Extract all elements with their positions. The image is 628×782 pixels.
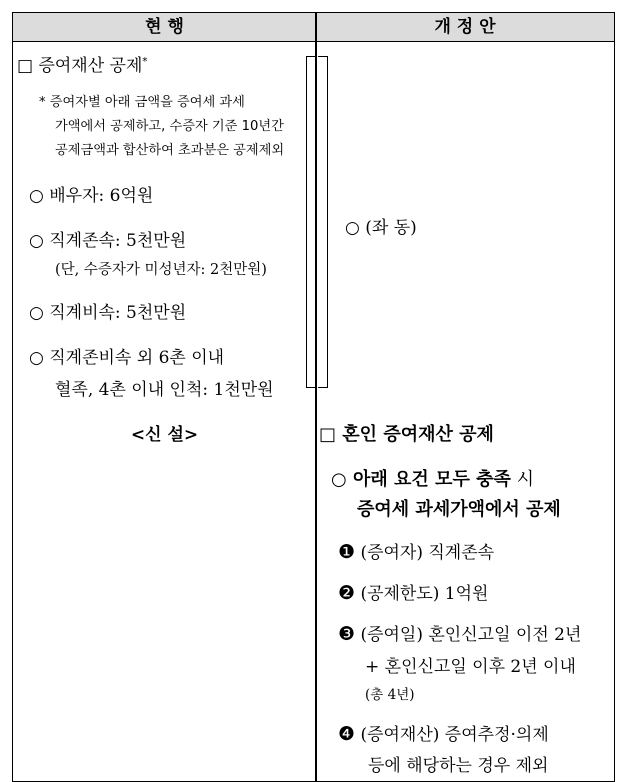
comparison-table — [12, 12, 615, 782]
condition-3: ❸ (증여일) 혼인신고일 이전 2년 — [338, 623, 582, 645]
note-line-2: 가액에서 공제하고, 수증자 기준 10년간 — [55, 119, 284, 134]
item-relatives-line1: ○ 직계존비속 외 6촌 이내 — [29, 348, 225, 368]
left-bracket — [318, 56, 328, 388]
number-1-icon: ❶ — [338, 541, 356, 563]
header-proposed: 개 정 안 — [434, 17, 496, 37]
item-ascendant: ○ 직계존속: 5천만원 — [29, 231, 187, 251]
proposed-section-title: □ 혼인 증여재산 공제 — [319, 424, 494, 445]
header-current: 현 행 — [145, 17, 184, 37]
number-2-icon: ❷ — [338, 582, 356, 604]
current-section-title: □ 증여재산 공제* — [17, 56, 148, 76]
condition-2: ❷ (공제한도) 1억원 — [338, 582, 489, 604]
condition-4-line2: 등에 해당하는 경우 제외 — [368, 756, 549, 776]
number-4-icon: ❹ — [338, 723, 356, 745]
requirement-line1: ○ 아래 요건 모두 충족 시 — [331, 469, 535, 490]
item-relatives-line2: 혈족, 4촌 이내 인척: 1천만원 — [55, 380, 274, 400]
table-header — [13, 13, 614, 42]
item-descendant: ○ 직계비속: 5천만원 — [29, 303, 187, 323]
item-spouse: ○ 배우자: 6억원 — [29, 186, 154, 206]
requirement-line2: 증여세 과세가액에서 공제 — [357, 499, 561, 520]
condition-1: ❶ (증여자) 직계존속 — [338, 541, 495, 563]
number-3-icon: ❸ — [338, 623, 356, 645]
note-line-1: * 증여자별 아래 금액을 증여세 과세 — [39, 95, 245, 110]
new-label: <신 설> — [130, 425, 199, 445]
condition-3-line2: + 혼인신고일 이후 2년 이내 — [365, 657, 576, 677]
condition-4: ❹ (증여재산) 증여추정·의제 — [338, 723, 549, 745]
note-line-3: 공제금액과 합산하여 초과분은 공제제외 — [55, 143, 285, 158]
condition-3-line3: (총 4년) — [365, 687, 415, 703]
same-as-left: ○ (좌 동) — [345, 218, 417, 238]
item-ascendant-note: (단, 수증자가 미성년자: 2천만원) — [55, 262, 267, 278]
right-bracket — [306, 56, 316, 388]
